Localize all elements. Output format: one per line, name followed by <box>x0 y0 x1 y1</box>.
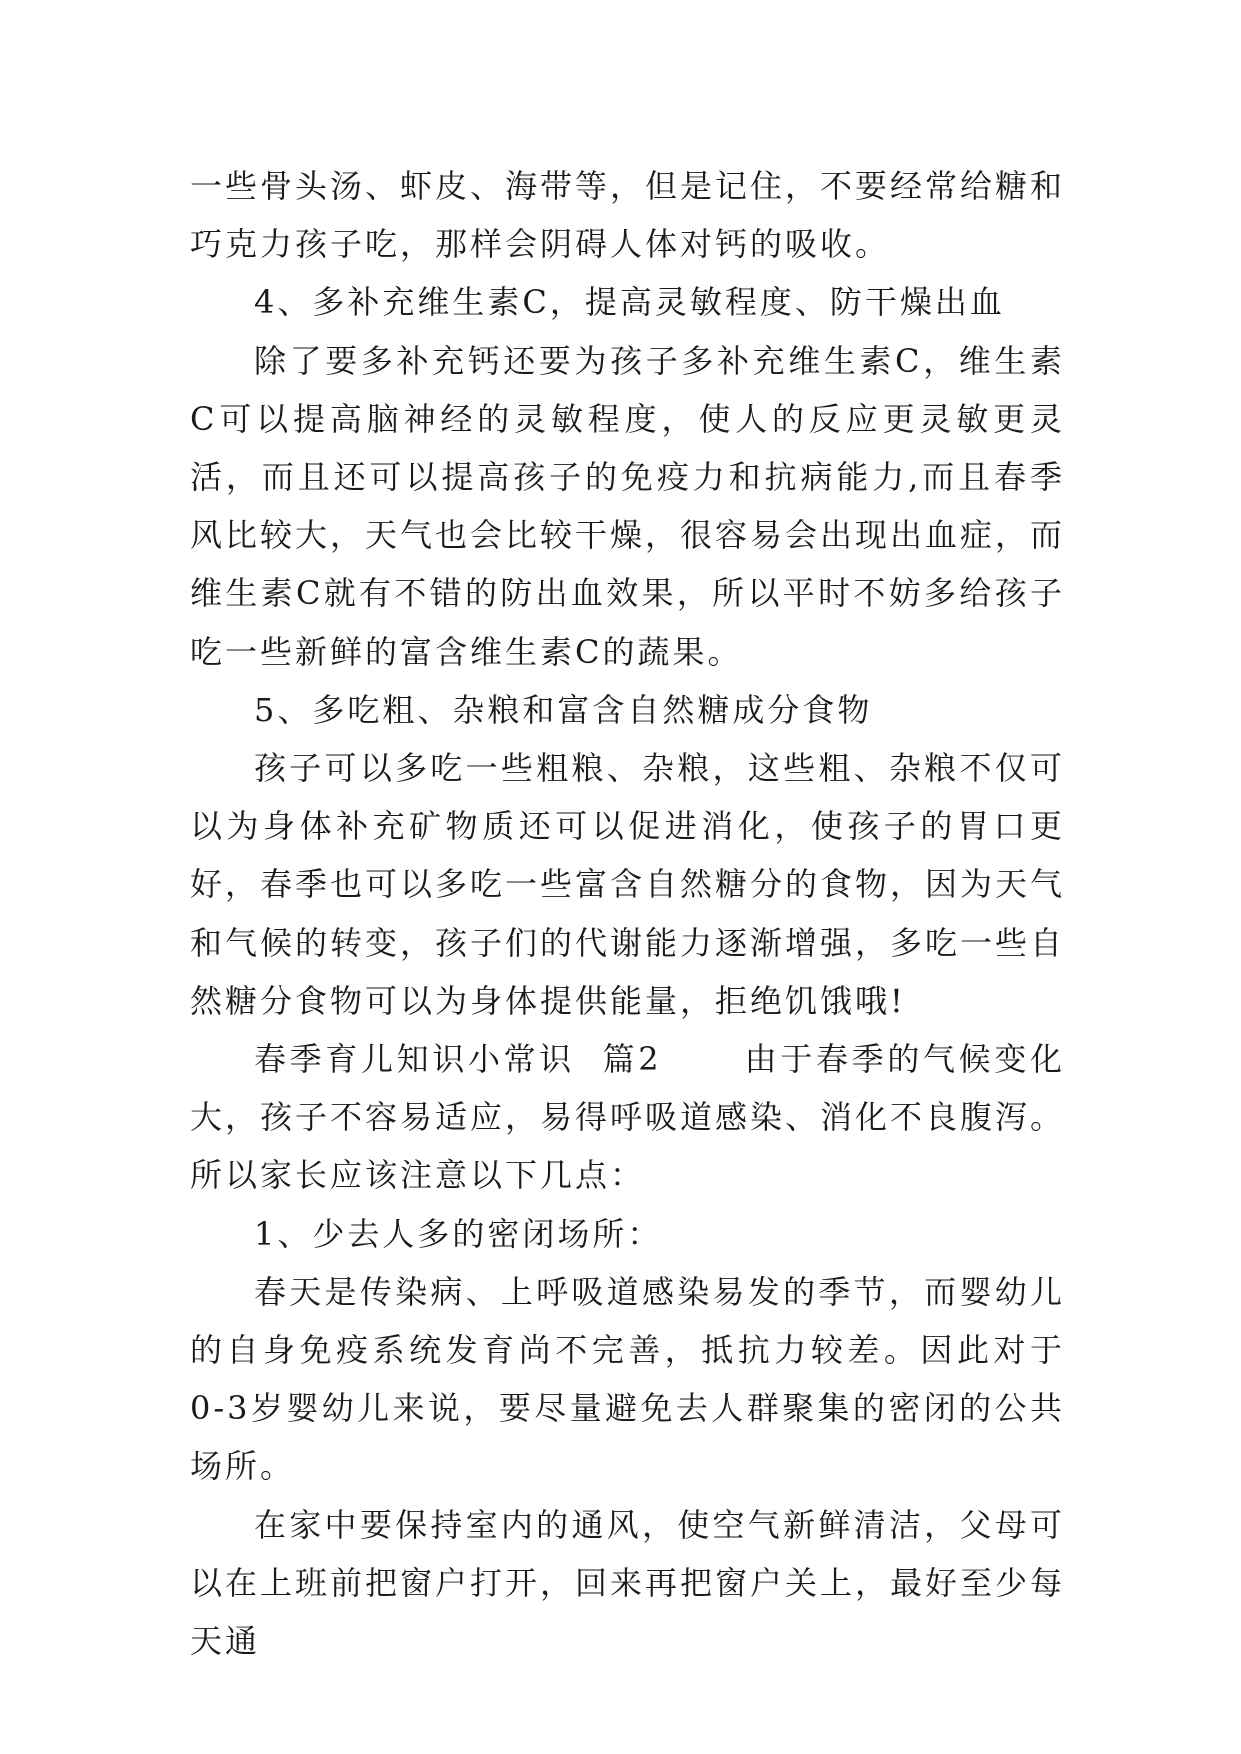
paragraph-coarse-grains: 孩子可以多吃一些粗粮、杂粮，这些粗、杂粮不仅可以为身体补充矿物质还可以促进消化，使孩子的胃口更好，春季也可以多吃一些富含自然糖分的食物，因为天气和气候的转变，孩子们的代谢能力逐渐增强，多吃一些自然糖分食物可以为身体提供能量，拒绝饥饿哦! <box>190 749 1066 1020</box>
heading-crowded-places: 1、少去人多的密闭场所： <box>254 1214 663 1253</box>
paragraph-vitamin-c: 除了要多补充钙还要为孩子多补充维生素C，维生素C可以提高脑神经的灵敏程度，使人的反应更灵敏更灵活，而且还可以提高孩子的免疫力和抗病能力,而且春季风比较大，天气也会比较干燥，很容易会出现出血症，而维生素C就有不错的防出血效果，所以平时不妨多给孩子吃一些新鲜的富含维生素C的蔬果。 <box>190 341 1066 671</box>
heading-coarse-grains: 5、多吃粗、杂粮和富含自然糖成分食物 <box>254 690 873 729</box>
heading-vitamin-c: 4、多补充维生素C，提高灵敏程度、防干燥出血 <box>254 283 1005 322</box>
section-2-intro: 春季育儿知识小常识 篇2 由于春季的气候变化大，孩子不容易适应，易得呼吸道感染、消化不良腹泻。所以家长应该注意以下几点： <box>190 1040 1066 1195</box>
paragraph-ventilation: 在家中要保持室内的通风，使空气新鲜清洁，父母可以在上班前把窗户打开，回来再把窗户关上，最好至少每天通 <box>190 1505 1066 1661</box>
document-body <box>190 157 1065 1670</box>
paragraph-crowded-places: 春天是传染病、上呼吸道感染易发的季节，而婴幼儿的自身免疫系统发育尚不完善，抵抗力较差。因此对于0-3岁婴幼儿来说，要尽量避免去人群聚集的密闭的公共场所。 <box>190 1272 1065 1486</box>
paragraph-1: 一些骨头汤、虾皮、海带等，但是记住，不要经常给糖和巧克力孩子吃，那样会阴碍人体对钙的吸收。 <box>190 167 1066 264</box>
